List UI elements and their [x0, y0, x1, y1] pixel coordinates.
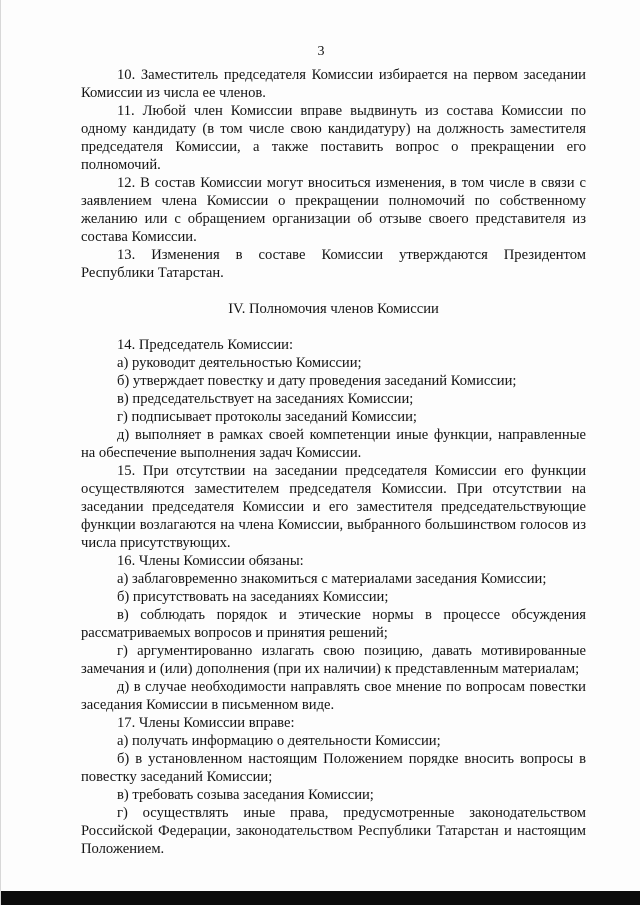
document-body: [81, 66, 586, 858]
paragraph-12: 12. В состав Комиссии могут вноситься изменения, в том числе в связи с заявлением члена Комиссии о прекращении полномочий по собственному желанию или с обращением организации об отзыве своего представителя из состава Комиссии.: [81, 175, 586, 245]
list-item-16c: в) соблюдать порядок и этические нормы в процессе обсуждения рассматриваемых вопросов и принятия решений;: [81, 607, 586, 641]
list-item-17c: в) требовать созыва заседания Комиссии;: [117, 787, 374, 803]
paragraph-10: 10. Заместитель председателя Комиссии избирается на первом заседании Комиссии из числа ее членов.: [81, 67, 586, 101]
list-item-17b: б) в установленном настоящим Положением порядке вносить вопросы в повестку заседаний Комиссии;: [81, 751, 586, 785]
list-item-16a: а) заблаговременно знакомиться с материалами заседания Комиссии;: [117, 571, 547, 587]
list-item-16e: д) в случае необходимости направлять свое мнение по вопросам повестки заседания Комиссии в письменном виде.: [81, 679, 586, 713]
page-number: 3: [317, 44, 325, 59]
scan-edge-bar: [1, 891, 640, 905]
paragraph-17: 17. Члены Комиссии вправе:: [117, 715, 295, 731]
list-item-16d: г) аргументированно излагать свою позицию, давать мотивированные замечания и (или) дополнения (при их наличии) к представленным материалам;: [81, 643, 586, 677]
list-item-16b: б) присутствовать на заседаниях Комиссии;: [117, 589, 389, 605]
list-item-14b: б) утверждает повестку и дату проведения заседаний Комиссии;: [117, 373, 517, 389]
list-item-17d: г) осуществлять иные права, предусмотренные законодательством Российской Федерации, законодательством Республики Татарстан и настоящим Положением.: [81, 805, 586, 857]
paragraph-13: 13. Изменения в составе Комиссии утверждаются Президентом Республики Татарстан.: [81, 247, 586, 281]
list-item-14d: г) подписывает протоколы заседаний Комиссии;: [117, 409, 417, 425]
list-item-17a: а) получать информацию о деятельности Комиссии;: [117, 733, 441, 749]
list-item-14e: д) выполняет в рамках своей компетенции иные функции, направленные на обеспечение выполнения задач Комиссии.: [81, 427, 586, 461]
paragraph-15: 15. При отсутствии на заседании председателя Комиссии его функции осуществляются заместителем председателя Комиссии. При отсутствии на заседании председателя Комиссии и его заместителя председательствующие функции возлагаются на члена Комиссии, выбранного большинством голосов из числа присутствующих.: [81, 463, 586, 551]
list-item-14c: в) председательствует на заседаниях Комиссии;: [117, 391, 414, 407]
section-heading: IV. Полномочия членов Комиссии: [228, 301, 439, 317]
paragraph-14: 14. Председатель Комиссии:: [117, 337, 294, 353]
paragraph-11: 11. Любой член Комиссии вправе выдвинуть из состава Комиссии по одному кандидату (в том числе свою кандидатуру) на должность заместителя председателя Комиссии, а также поставить вопрос о прекращении его полномочий.: [81, 103, 586, 173]
list-item-14a: а) руководит деятельностью Комиссии;: [117, 355, 362, 371]
paragraph-16: 16. Члены Комиссии обязаны:: [117, 553, 304, 569]
